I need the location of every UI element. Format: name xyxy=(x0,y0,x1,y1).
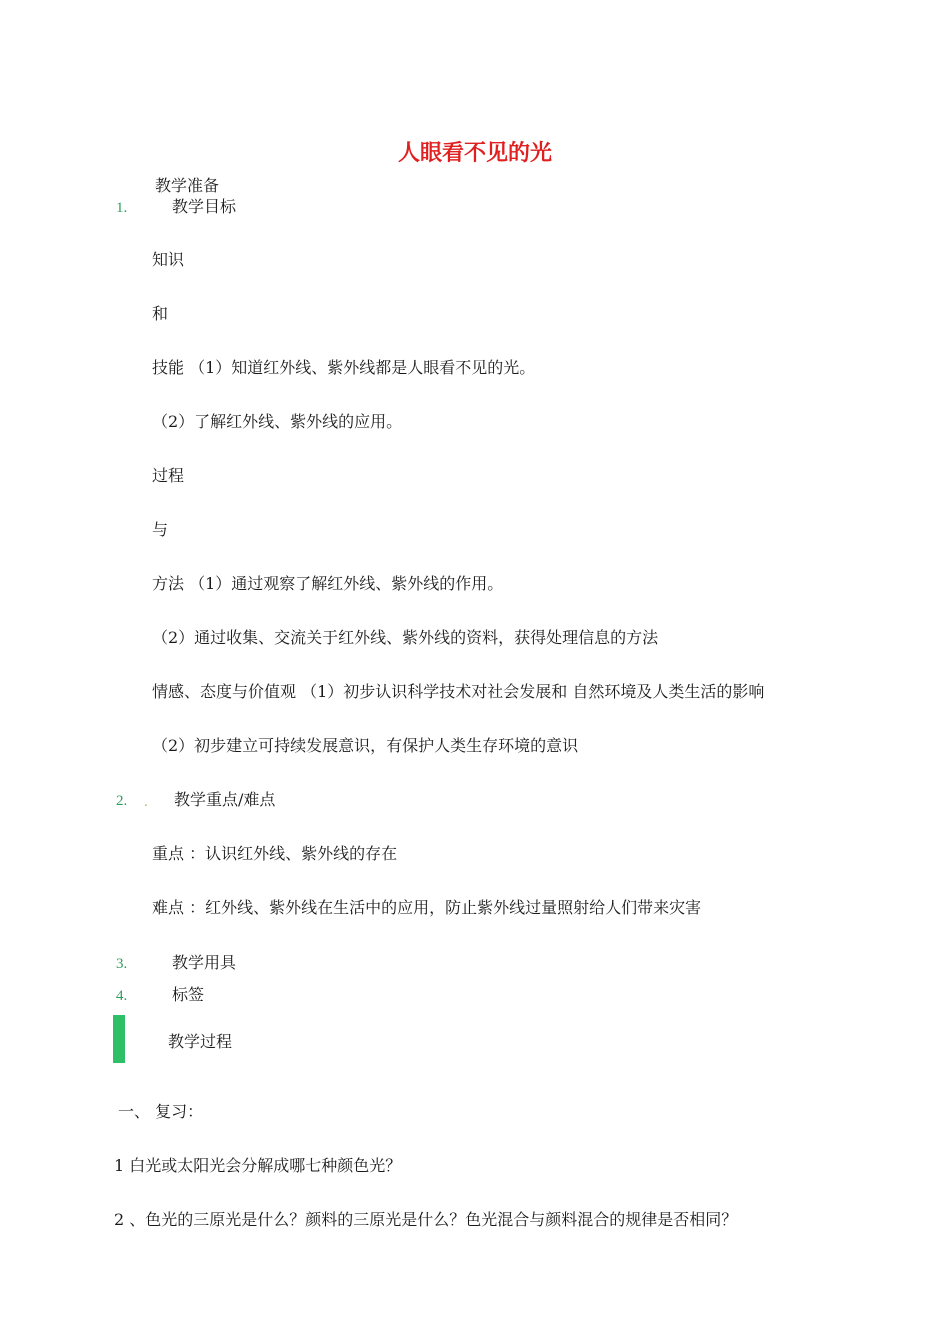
dot-mark: . xyxy=(144,795,148,809)
goal-line: （2）了解红外线、紫外线的应用。 xyxy=(152,412,403,431)
section-label-goals: 教学目标 xyxy=(172,197,237,216)
goal-line: 技能 （1）知道红外线、紫外线都是人眼看不见的光。 xyxy=(152,358,536,377)
document-title: 人眼看不见的光 xyxy=(397,141,552,166)
section-label-focus: 教学重点/难点 xyxy=(174,790,276,809)
prep-heading: 教学准备 xyxy=(155,176,220,195)
accent-bar xyxy=(113,1015,125,1063)
review-question-1: 1 白光或太阳光会分解成哪七种颜色光？ xyxy=(114,1156,402,1175)
goal-line: 知识 xyxy=(152,250,185,269)
goal-line: （2）初步建立可持续发展意识，有保护人类生存环境的意识 xyxy=(152,736,579,755)
section-number-1: 1. xyxy=(116,200,128,216)
process-heading: 教学过程 xyxy=(168,1032,233,1051)
section-number-4: 4. xyxy=(116,988,128,1004)
section-number-2: 2. xyxy=(116,793,128,809)
goal-line: 情感、态度与价值观 （1）初步认识科学技术对社会发展和 自然环境及人类生活的影响 xyxy=(152,682,765,701)
difficult-point: 难点 ：红外线、紫外线在生活中的应用，防止紫外线过量照射给人们带来灾害 xyxy=(152,898,702,917)
goal-line: 过程 xyxy=(152,466,185,485)
key-point: 重点 ：认识红外线、紫外线的存在 xyxy=(152,844,398,863)
goal-line: 和 xyxy=(152,304,169,323)
review-question-2: 2 、色光的三原光是什么？颜料的三原光是什么？色光混合与颜料混合的规律是否相同？ xyxy=(114,1210,738,1229)
review-heading: 一、 复习： xyxy=(118,1102,204,1121)
section-label-tags: 标签 xyxy=(172,985,205,1004)
goal-line: 方法 （1）通过观察了解红外线、紫外线的作用。 xyxy=(152,574,504,593)
goal-line: 与 xyxy=(152,520,169,539)
goal-line: （2）通过收集、交流关于红外线、紫外线的资料，获得处理信息的方法 xyxy=(152,628,659,647)
section-label-tools: 教学用具 xyxy=(172,953,237,972)
section-number-3: 3. xyxy=(116,956,128,972)
